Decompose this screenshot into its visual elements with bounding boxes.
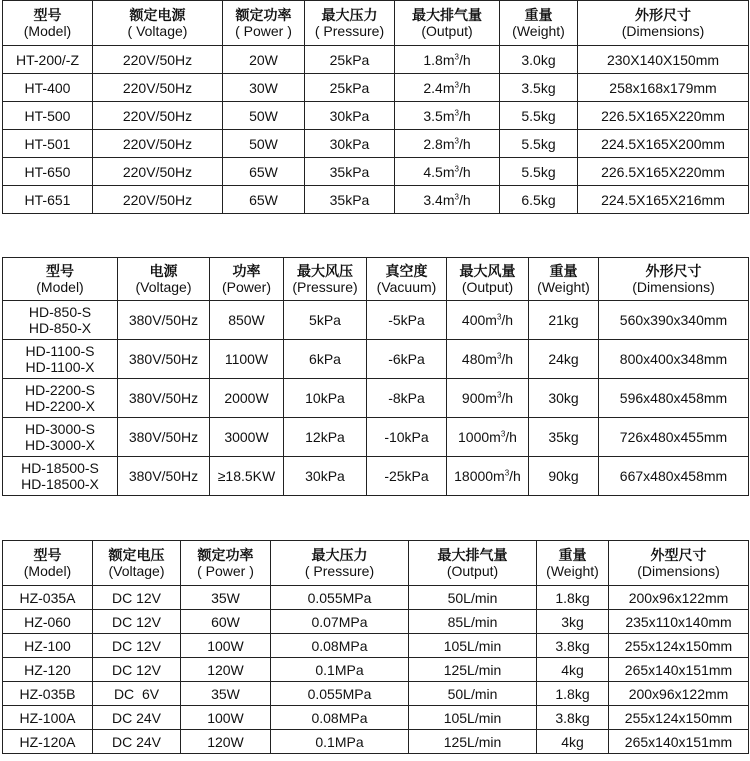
cell-pressure: 30kPa (284, 457, 367, 496)
cell-dimensions: 258x168x179mm (578, 74, 749, 102)
cell-voltage: DC 24V (93, 730, 181, 754)
cell-pressure: 10kPa (284, 379, 367, 418)
cell-dimensions: 667x480x458mm (599, 457, 749, 496)
cell-dimensions: 226.5X165X220mm (578, 158, 749, 186)
table-row (3, 634, 749, 658)
cell-dimensions: 255x124x150mm (609, 634, 749, 658)
cell-output: $900m^3/h$ (447, 379, 529, 418)
cell-power: 3000W (210, 418, 284, 457)
cell-output: $3.4m^3/h$ (395, 186, 500, 214)
cell-voltage: 220V/50Hz (93, 46, 223, 74)
cell-dimensions: 560x390x340mm (599, 301, 749, 340)
cell-weight: 1.8kg (537, 682, 609, 706)
table-row (3, 379, 749, 418)
header-pressure: 最大压力 ( Pressure) (305, 1, 395, 46)
cell-model: HZ-120A (3, 730, 93, 754)
table-row (3, 457, 749, 496)
cell-model: HD-18500-S HD-18500-X (3, 457, 118, 496)
cell-weight: 5.5kg (500, 102, 578, 130)
cell-power: 35W (181, 586, 271, 610)
table-header-row (3, 1, 749, 46)
header-weight: 重量 (Weight) (537, 541, 609, 586)
cell-model: HZ-100A (3, 706, 93, 730)
cell-weight: 4kg (537, 658, 609, 682)
cell-voltage: DC 12V (93, 610, 181, 634)
cell-vacuum: -6kPa (367, 340, 447, 379)
cell-model: HD-850-S HD-850-X (3, 301, 118, 340)
cell-power: 120W (181, 730, 271, 754)
cell-output: $1000m^3/h$ (447, 418, 529, 457)
cell-power: 60W (181, 610, 271, 634)
table-row (3, 658, 749, 682)
cell-voltage: 220V/50Hz (93, 102, 223, 130)
cell-weight: 6.5kg (500, 186, 578, 214)
header-dimensions: 外形尺寸 (Dimensions) (599, 258, 749, 301)
table-row (3, 730, 749, 754)
cell-weight: 90kg (529, 457, 599, 496)
cell-power: 850W (210, 301, 284, 340)
cell-dimensions: 596x480x458mm (599, 379, 749, 418)
cell-voltage: DC 6V (93, 682, 181, 706)
cell-output: 85L/min (409, 610, 537, 634)
table-row (3, 186, 749, 214)
cell-power: 30W (223, 74, 305, 102)
cell-output: $4.5m^3/h$ (395, 158, 500, 186)
cell-power: 50W (223, 130, 305, 158)
cell-weight: 35kg (529, 418, 599, 457)
table-row (3, 301, 749, 340)
cell-pressure: 35kPa (305, 186, 395, 214)
cell-power: 2000W (210, 379, 284, 418)
hz-series-spec-table (2, 540, 749, 754)
cell-vacuum: -5kPa (367, 301, 447, 340)
cell-weight: 3.8kg (537, 634, 609, 658)
cell-model: HT-501 (3, 130, 93, 158)
cell-pressure: 0.08MPa (271, 634, 409, 658)
header-dimensions: 外型尺寸 (Dimensions) (609, 541, 749, 586)
header-voltage: 额定电源 ( Voltage) (93, 1, 223, 46)
cell-vacuum: -8kPa (367, 379, 447, 418)
cell-model: HT-200/-Z (3, 46, 93, 74)
cell-weight: 1.8kg (537, 586, 609, 610)
cell-weight: 24kg (529, 340, 599, 379)
cell-weight: 21kg (529, 301, 599, 340)
cell-pressure: 30kPa (305, 102, 395, 130)
cell-pressure: 0.1MPa (271, 730, 409, 754)
header-weight: 重量 (Weight) (529, 258, 599, 301)
header-model: 型号 (Model) (3, 258, 118, 301)
header-output: 最大排气量 (Output) (409, 541, 537, 586)
cell-pressure: 12kPa (284, 418, 367, 457)
hd-series-spec-table (2, 257, 749, 496)
header-power: 功率 (Power) (210, 258, 284, 301)
cell-voltage: 220V/50Hz (93, 74, 223, 102)
cell-power: 35W (181, 682, 271, 706)
cell-output: $480m^3/h$ (447, 340, 529, 379)
header-model: 型号 (Model) (3, 541, 93, 586)
cell-power: 100W (181, 634, 271, 658)
cell-output: 105L/min (409, 706, 537, 730)
cell-model: HZ-035B (3, 682, 93, 706)
cell-voltage: 220V/50Hz (93, 186, 223, 214)
cell-voltage: 220V/50Hz (93, 158, 223, 186)
table-row (3, 74, 749, 102)
cell-weight: 3kg (537, 610, 609, 634)
table-header-row (3, 541, 749, 586)
table-row (3, 46, 749, 74)
cell-model: HZ-120 (3, 658, 93, 682)
cell-model: HT-400 (3, 74, 93, 102)
cell-voltage: DC 12V (93, 586, 181, 610)
cell-vacuum: -10kPa (367, 418, 447, 457)
cell-output: $1.8m^3/h$ (395, 46, 500, 74)
cell-weight: 30kg (529, 379, 599, 418)
cell-pressure: 0.1MPa (271, 658, 409, 682)
cell-output: $2.8m^3/h$ (395, 130, 500, 158)
header-voltage: 电源 (Voltage) (118, 258, 210, 301)
cell-weight: 3.0kg (500, 46, 578, 74)
cell-voltage: 220V/50Hz (93, 130, 223, 158)
cell-dimensions: 265x140x151mm (609, 658, 749, 682)
cell-model: HZ-100 (3, 634, 93, 658)
cell-model: HD-1100-S HD-1100-X (3, 340, 118, 379)
cell-power: 120W (181, 658, 271, 682)
cell-pressure: 25kPa (305, 46, 395, 74)
cell-dimensions: 235x110x140mm (609, 610, 749, 634)
cell-voltage: DC 12V (93, 658, 181, 682)
table-row (3, 586, 749, 610)
cell-output: 50L/min (409, 682, 537, 706)
header-pressure: 最大压力 ( Pressure) (271, 541, 409, 586)
cell-output: 105L/min (409, 634, 537, 658)
cell-voltage: DC 12V (93, 634, 181, 658)
cell-pressure: 25kPa (305, 74, 395, 102)
cell-power: 50W (223, 102, 305, 130)
table-row (3, 418, 749, 457)
header-vacuum: 真空度 (Vacuum) (367, 258, 447, 301)
table-header-row (3, 258, 749, 301)
cell-pressure: 0.07MPa (271, 610, 409, 634)
cell-model: HD-2200-S HD-2200-X (3, 379, 118, 418)
cell-model: HT-650 (3, 158, 93, 186)
header-model: 型号 (Model) (3, 1, 93, 46)
cell-pressure: 0.055MPa (271, 682, 409, 706)
cell-output: $400m^3/h$ (447, 301, 529, 340)
cell-pressure: 35kPa (305, 158, 395, 186)
table-row (3, 706, 749, 730)
cell-power: 1100W (210, 340, 284, 379)
table-row (3, 102, 749, 130)
cell-output: 50L/min (409, 586, 537, 610)
cell-dimensions: 230X140X150mm (578, 46, 749, 74)
cell-power: 65W (223, 158, 305, 186)
cell-model: HT-500 (3, 102, 93, 130)
cell-dimensions: 726x480x455mm (599, 418, 749, 457)
cell-voltage: 380V/50Hz (118, 340, 210, 379)
table-row (3, 130, 749, 158)
header-weight: 重量 (Weight) (500, 1, 578, 46)
cell-model: HZ-035A (3, 586, 93, 610)
cell-voltage: 380V/50Hz (118, 418, 210, 457)
cell-power: 100W (181, 706, 271, 730)
cell-power: ≥18.5KW (210, 457, 284, 496)
table-row (3, 682, 749, 706)
cell-pressure: 0.08MPa (271, 706, 409, 730)
cell-pressure: 30kPa (305, 130, 395, 158)
cell-output: 125L/min (409, 730, 537, 754)
cell-voltage: 380V/50Hz (118, 379, 210, 418)
cell-weight: 3.8kg (537, 706, 609, 730)
table-row (3, 158, 749, 186)
cell-weight: 4kg (537, 730, 609, 754)
cell-power: 20W (223, 46, 305, 74)
cell-weight: 5.5kg (500, 130, 578, 158)
cell-model: HD-3000-S HD-3000-X (3, 418, 118, 457)
cell-output: $3.5m^3/h$ (395, 102, 500, 130)
header-power: 额定功率 ( Power ) (181, 541, 271, 586)
cell-dimensions: 224.5X165X200mm (578, 130, 749, 158)
cell-output: 125L/min (409, 658, 537, 682)
header-voltage: 额定电压 (Voltage) (93, 541, 181, 586)
header-pressure: 最大风压 (Pressure) (284, 258, 367, 301)
header-dimensions: 外形尺寸 (Dimensions) (578, 1, 749, 46)
cell-power: 65W (223, 186, 305, 214)
cell-output: $18000m^3/h$ (447, 457, 529, 496)
cell-dimensions: 224.5X165X216mm (578, 186, 749, 214)
cell-dimensions: 265x140x151mm (609, 730, 749, 754)
cell-vacuum: -25kPa (367, 457, 447, 496)
table-row (3, 610, 749, 634)
cell-dimensions: 255x124x150mm (609, 706, 749, 730)
cell-dimensions: 226.5X165X220mm (578, 102, 749, 130)
cell-voltage: 380V/50Hz (118, 301, 210, 340)
cell-pressure: 6kPa (284, 340, 367, 379)
cell-dimensions: 200x96x122mm (609, 682, 749, 706)
cell-weight: 5.5kg (500, 158, 578, 186)
cell-model: HZ-060 (3, 610, 93, 634)
cell-pressure: 0.055MPa (271, 586, 409, 610)
cell-output: $2.4m^3/h$ (395, 74, 500, 102)
cell-dimensions: 800x400x348mm (599, 340, 749, 379)
header-power: 额定功率 ( Power ) (223, 1, 305, 46)
ht-series-spec-table (2, 0, 749, 214)
header-output: 最大风量 (Output) (447, 258, 529, 301)
cell-voltage: 380V/50Hz (118, 457, 210, 496)
table-row (3, 340, 749, 379)
header-output: 最大排气量 (Output) (395, 1, 500, 46)
cell-pressure: 5kPa (284, 301, 367, 340)
cell-dimensions: 200x96x122mm (609, 586, 749, 610)
cell-weight: 3.5kg (500, 74, 578, 102)
cell-voltage: DC 24V (93, 706, 181, 730)
cell-model: HT-651 (3, 186, 93, 214)
